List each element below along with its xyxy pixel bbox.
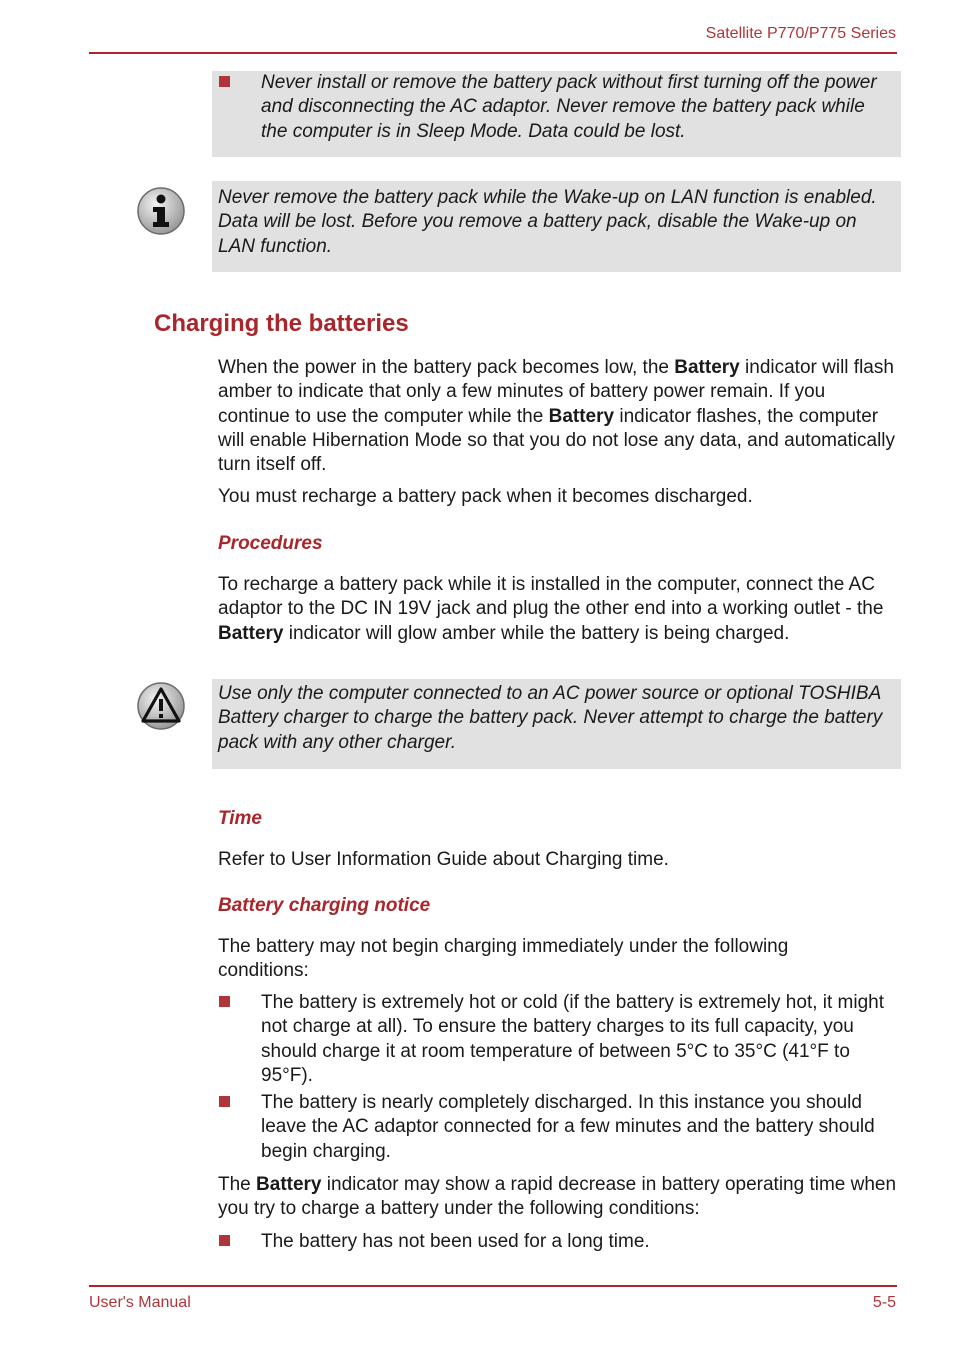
info-note bbox=[212, 181, 901, 272]
info-icon bbox=[136, 186, 186, 241]
page-number: 5-5 bbox=[872, 1294, 896, 1311]
caution-note-text: Never install or remove the battery pack without first turning off the power and disconnecting the AC adaptor. Never remove the battery pack while the computer is in Sleep Mode. Data could be lost. bbox=[261, 72, 877, 142]
rapid-decrease-paragraph: The Battery indicator may show a rapid decrease in battery operating time when you try to charge a battery under the following conditions: bbox=[218, 1174, 897, 1220]
time-heading: Time bbox=[218, 808, 263, 829]
footer-manual-label: User's Manual bbox=[89, 1294, 191, 1311]
bullet-square-icon bbox=[219, 996, 230, 1007]
procedures-heading: Procedures bbox=[218, 533, 323, 554]
footer-rule bbox=[89, 1285, 897, 1287]
caution-note bbox=[212, 71, 901, 157]
list-item: The battery has not been used for a long time. bbox=[261, 1231, 650, 1252]
section-title: Charging the batteries bbox=[154, 310, 409, 337]
list-item: The battery is nearly completely discharged. In this instance you should leave the AC adaptor connected for a few minutes and the battery should begin charging. bbox=[261, 1092, 875, 1162]
recharge-paragraph: You must recharge a battery pack when it becomes discharged. bbox=[218, 486, 753, 507]
info-note-text: Never remove the battery pack while the Wake-up on LAN function is enabled. Data will be lost. Before you remove a battery pack, disable the Wake-up on LAN function. bbox=[218, 187, 877, 257]
intro-paragraph: When the power in the battery pack becomes low, the Battery indicator will flash amber to indicate that only a few minutes of battery power remain. If you continue to use the computer while the Battery indicator flashes, the computer will enable Hibernation Mode so that you do not lose any data, and automatically turn itself off. bbox=[218, 357, 896, 476]
page-header-title: Satellite P770/P775 Series bbox=[705, 25, 896, 42]
bullet-square-icon bbox=[219, 1096, 230, 1107]
warning-icon bbox=[136, 681, 186, 736]
procedures-paragraph: To recharge a battery pack while it is installed in the computer, connect the AC adaptor to the DC IN 19V jack and plug the other end into a working outlet - the Battery indicator will glow amber while the battery is being charged. bbox=[218, 574, 884, 644]
bullet-square-icon bbox=[219, 1235, 230, 1246]
bullet-square-icon bbox=[219, 76, 230, 87]
notice-paragraph: The battery may not begin charging immediately under the following conditions: bbox=[218, 936, 789, 982]
list-item: The battery is extremely hot or cold (if the battery is extremely hot, it might not charge at all). To ensure the battery charges to its full capacity, you should charge it at room temperature of between 5°C to 35°C (41°F to 95°F). bbox=[261, 992, 885, 1086]
header-rule bbox=[89, 52, 897, 54]
notice-heading: Battery charging notice bbox=[218, 895, 431, 916]
warning-note-text: Use only the computer connected to an AC power source or optional TOSHIBA Battery charger to charge the battery pack. Never attempt to charge the battery pack with any other charger. bbox=[218, 683, 883, 753]
time-paragraph: Refer to User Information Guide about Charging time. bbox=[218, 849, 669, 870]
warning-note bbox=[212, 679, 901, 769]
